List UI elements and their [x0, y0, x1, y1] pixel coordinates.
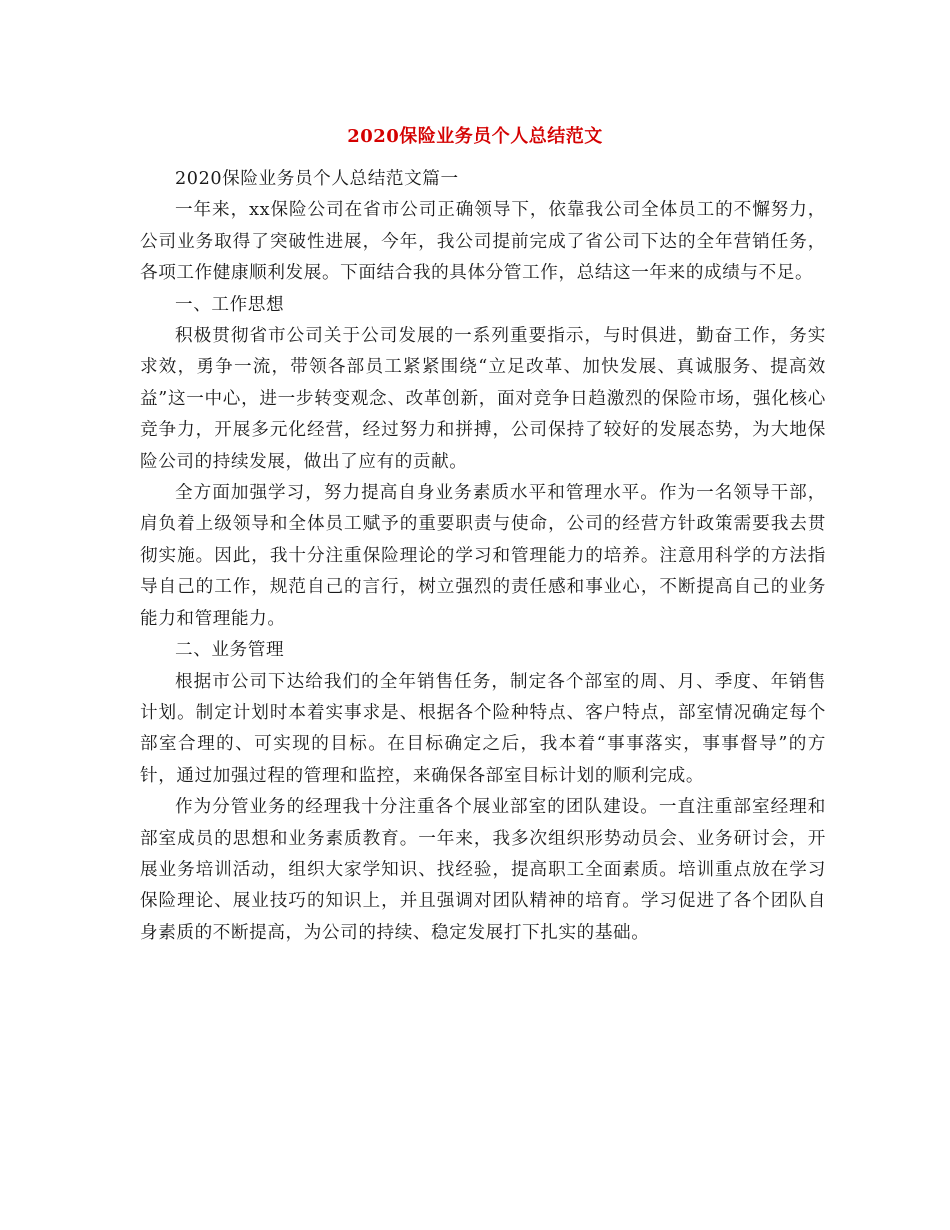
section-heading-business-management: 二、业务管理: [175, 640, 285, 661]
section-heading-1: 2020保险业务员个人总结范文篇一: [175, 169, 459, 189]
paragraph-work-thought: 积极贯彻省市公司关于公司发展的一系列重要指示，与时俱进，勤奋工作，务实求效，勇争一流，带领各部员工紧紧围绕“立足改革、加快发展、真诚服务、提高效益”这一中心，进一步转变观念、改革创新，面对竞争日趋激烈的保险市场，强化核心竞争力，开展多元化经营，经过努力和拼搏，公司保持了较好的发展态势，为大地保险公司的持续发展，做出了应有的贡献。: [140, 326, 826, 472]
paragraph-team-building: 作为分管业务的经理我十分注重各个展业部室的团队建设。一直注重部室经理和部室成员的思想和业务素质教育。一年来，我多次组织形势动员会、业务研讨会，开展业务培训活动，组织大家学知识、找经验，提高职工全面素质。培训重点放在学习保险理论、展业技巧的知识上，并且强调对团队精神的培育。学习促进了各个团队自身素质的不断提高，为公司的持续、稳定发展打下扎实的基础。: [140, 797, 826, 943]
paragraph-study: 全方面加强学习，努力提高自身业务素质水平和管理水平。作为一名领导干部，肩负着上级领导和全体员工赋予的重要职责与使命，公司的经营方针政策需要我去贯彻实施。因此，我十分注重保险理论的学习和管理能力的培养。注意用科学的方法指导自己的工作，规范自己的言行，树立强烈的责任感和事业心，不断提高自己的业务能力和管理能力。: [140, 483, 826, 629]
section-heading-work-thought: 一、工作思想: [175, 294, 285, 315]
document-title: 2020保险业务员个人总结范文: [347, 126, 603, 147]
document-body: [140, 164, 826, 949]
paragraph-intro: 一年来，xx保险公司在省市公司正确领导下，依靠我公司全体员工的不懈努力，公司业务取得了突破性进展，今年，我公司提前完成了省公司下达的全年营销任务，各项工作健康顺利发展。下面结合我的具体分管工作，总结这一年来的成绩与不足。: [140, 200, 826, 284]
paragraph-sales-plan: 根据市公司下达给我们的全年销售任务，制定各个部室的周、月、季度、年销售计划。制定计划时本着实事求是、根据各个险种特点、客户特点，部室情况确定每个部室合理的、可实现的目标。在目标确定之后，我本着“事事落实，事事督导”的方针，通过加强过程的管理和监控，来确保各部室目标计划的顺利完成。: [140, 671, 826, 786]
